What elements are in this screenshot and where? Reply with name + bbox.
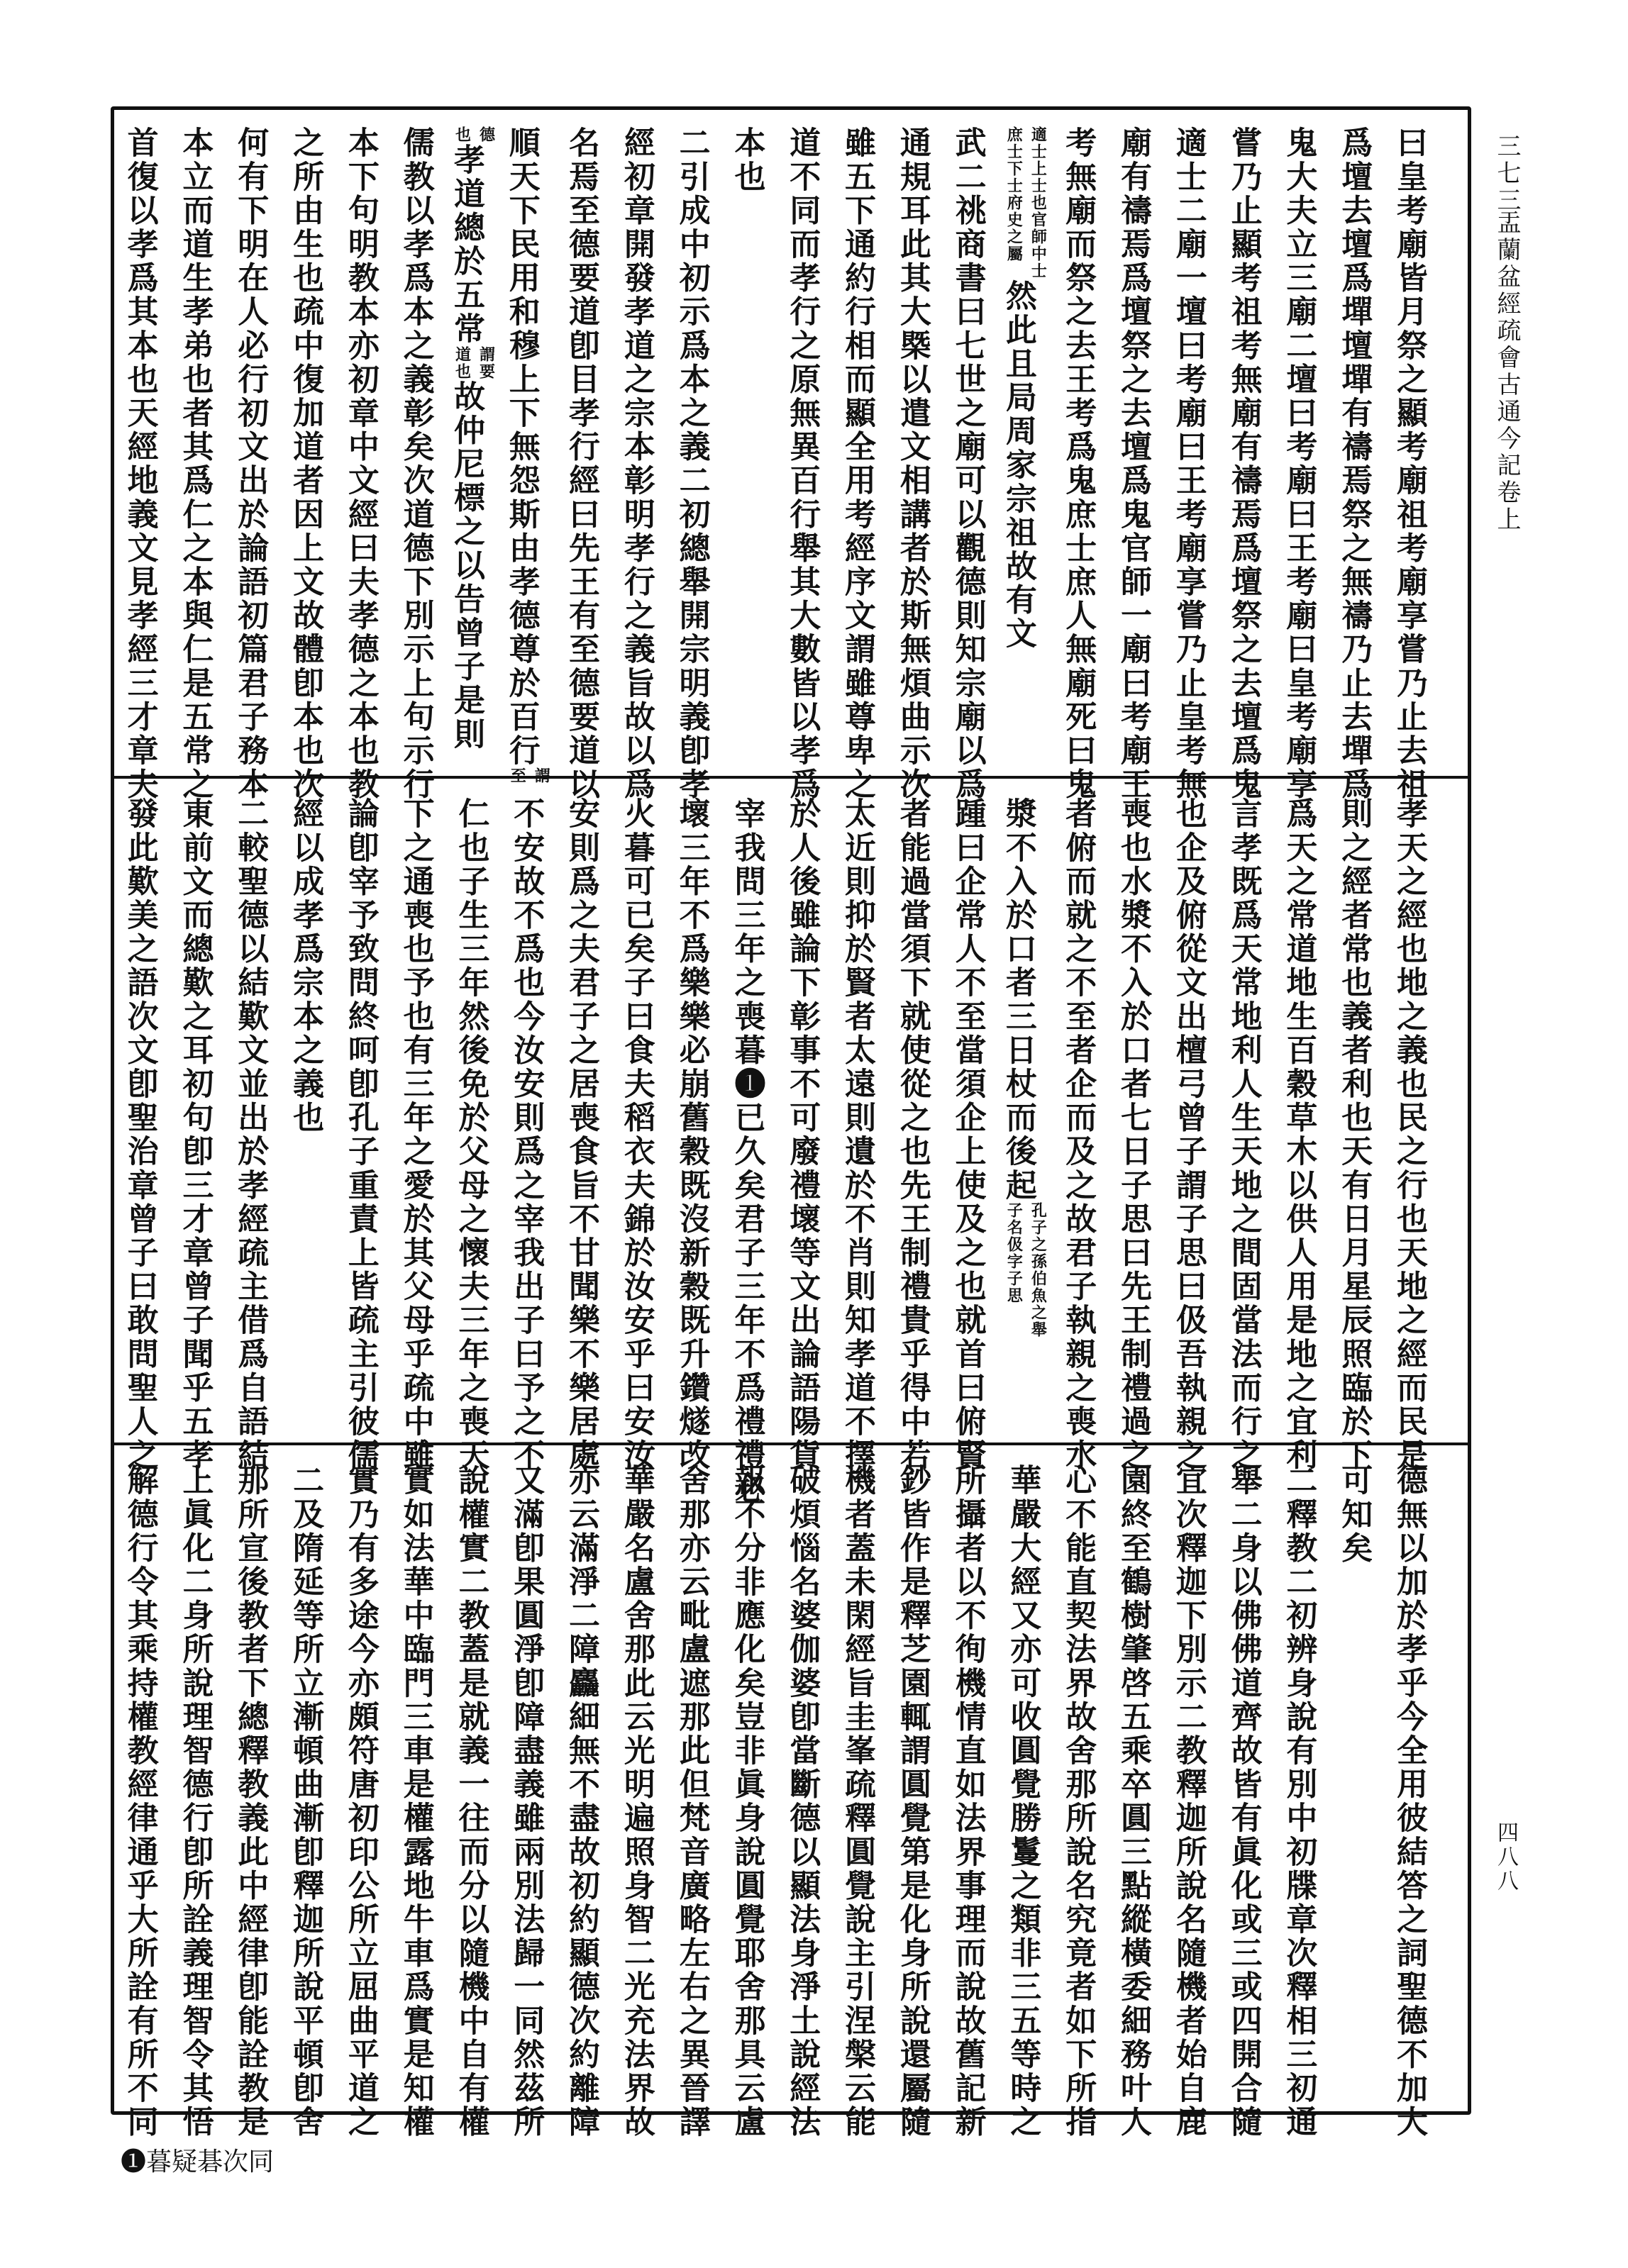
text-run: 二引成中初示爲本之義二初總舉開宗明義卽孝 [673,126,710,801]
note-line: 德 [477,126,496,143]
text-column [112,779,167,1472]
text-run: 實乃有多途今亦頗符唐初印公所立屈曲平道之 [342,1464,379,2139]
text-column [553,779,609,1472]
text-run: 考無廟而祭之去王考爲鬼庶士庶人無廟死曰鬼 [1060,126,1097,801]
text-run: 則之經者常也義者利也天有日月星辰照臨於下 [1336,797,1373,1472]
text-run: 發此歎美之語次文卽聖治章曾子曰敢問聖人之 [121,797,158,1472]
text-column [333,1445,388,2139]
text-column [443,779,499,1472]
page-number-bottom: 四八八 [1493,1821,1518,1894]
text-column [1216,1445,1271,2139]
text-column [1271,108,1327,801]
text-run: 者能過當須下就使從之也先王制禮貴乎得中若 [894,797,931,1472]
text-column [277,779,333,1438]
text-column [1326,108,1381,801]
text-run: 那所宣後教者下總釋教義此中經律卽能詮教是 [232,1464,269,2139]
text-run: 之所由生也疏中復加道者因上文故體卽本也次 [287,126,324,801]
text-run: 首復以孝爲其本也天經地義文見孝經三才章夫 [121,126,158,801]
note-line: 子名伋字子思 [1004,1202,1024,1305]
text-column [1381,108,1436,801]
text-run: 何有下明在人必行初文出於論語初篇君子務本 [232,126,269,801]
text-column [609,1445,664,2139]
text-run: 園終至鶴樹肇啓五乘卒圓三點縱橫委細務叶人 [1115,1464,1152,2139]
page-number-top: 三七三 [1493,133,1521,214]
text-run: 舍那亦云毗盧遮那此但梵音廣略左右之異晉譯 [673,1464,710,2139]
text-column [609,779,664,1472]
text-run: 解德行令其乘持權教經律通乎大所詮有所不同 [121,1464,158,2139]
text-column [167,779,223,1472]
text-run: 經以成孝爲宗本之義也 [287,797,324,1135]
text-run: 於人後雖論下彰事不可廢禮壞等文出論語陽貨 [784,797,821,1472]
text-run: 二及隋延等所立漸頓曲漸卽釋迦所說平頓卽舍 [287,1464,324,2139]
text-run: 喪也水漿不入於口者七日子思曰先王制禮過之 [1115,797,1152,1472]
running-title: 盂蘭盆經疏會古通今記卷上 [1493,210,1521,533]
interlinear-note [450,346,498,380]
text-column [167,1445,223,2139]
note-line: 謂要 [477,345,496,380]
text-register-bottom [113,1445,1465,2139]
text-column [498,779,553,1472]
note-line: 適士上士也官師中士 [1029,126,1048,279]
text-column [995,108,1051,767]
text-column [1105,779,1161,1472]
footnote: ❶暮疑碁次同 [121,2147,275,2177]
text-column [1271,779,1327,1472]
text-column [885,779,940,1472]
text-run: 儒教以孝爲本之義彰矣次道德下別示上句示行 [397,126,434,801]
note-line: 至 [508,767,527,785]
text-run: 說權實二教蓋是就義一往而分以隨機中自有權 [453,1464,489,2139]
text-column [112,108,167,801]
text-run: 然此且局周家宗祖故有文 [999,279,1036,651]
text-run: 本下句明教本亦初章中文經曰夫孝德之本也教 [342,126,379,801]
interlinear-note [450,126,498,143]
text-column [1381,779,1436,1472]
text-run: 鬼大夫立三廟二壇曰考廟曰王考廟曰皇考廟享 [1280,126,1317,801]
text-column [1050,779,1105,1472]
text-column [388,108,443,801]
text-column [167,108,223,801]
text-column [940,779,995,1472]
text-column [1161,779,1216,1472]
text-column [222,1445,277,2139]
text-run: 故仲尼標之以告曾子是則 [448,379,484,752]
text-column [719,1445,775,2139]
text-run: 者俯而就之不至者企而及之故君子執親之喪水 [1060,797,1097,1472]
text-column [774,1445,829,2139]
text-column [498,108,553,785]
text-column [553,1445,609,2139]
text-run: 論卽宰予致問終呵卽孔子重責上皆疏主引彼儒 [342,797,379,1472]
note-line: 謂 [532,767,551,785]
text-run: 二釋教二初辨身說有別中初牒章次釋相三初通 [1280,1464,1317,2139]
text-run: 廟有禱焉爲壇祭之去壇爲鬼官師一廟曰考廟王 [1115,126,1152,801]
text-column [719,108,775,767]
text-column [829,1445,885,2139]
text-column [1050,1445,1105,2139]
text-run: 踵曰企常人不至當須企上使及之也就首曰俯賢 [949,797,986,1472]
text-column [1381,1445,1436,2139]
text-run: 德無以加於孝乎今全用彼結答之詞聖德不加大 [1391,1464,1427,2139]
text-run: 亦云滿淨二障麤細無不盡故初約顯德次約離障 [563,1464,600,2139]
text-column [885,108,940,801]
text-run: 雖五下通約行相而顯全用考經序文謂雖尊卑之 [839,126,876,801]
text-run: 順天下民用和穆上下無怨斯由孝德尊於百行 [503,126,540,768]
text-run: 可知矣 [1336,1464,1373,1565]
text-run: 太近則抑於賢者太遠則遺於不肖則知孝道不擇 [839,797,876,1472]
text-run: 機者蓋未閑經旨圭峯疏釋圓覺說主引涅槃云能 [839,1464,876,2139]
text-run: 宜次釋迦下別示二教釋迦所說名隨機者始自鹿 [1170,1464,1207,2139]
text-run: 東前文而總歎之耳初句卽三才章曾子聞乎五孝 [177,797,214,1472]
text-column [995,779,1051,1438]
text-run: 破煩惱名婆伽婆卽當斷德以顯法身淨土說經法 [784,1464,821,2139]
text-column [333,779,388,1472]
text-run: 嘗乃止顯考祖考無廟有禱焉爲壇祭之去壇爲鬼 [1225,126,1262,801]
text-column [222,779,277,1472]
text-column [829,779,885,1472]
text-column [774,779,829,1472]
interlinear-note [1002,1202,1050,1338]
text-column [443,108,499,767]
text-column [553,108,609,801]
text-column [1326,779,1381,1472]
text-run: 報不分非應化矣豈非眞身說圓覺耶舍那具云盧 [729,1464,765,2139]
note-line: 道也 [453,345,472,380]
note-line: 庶士下士府史之屬 [1004,126,1024,262]
text-run: 華嚴名盧舍那此云光明遍照身智二光充法界故 [618,1464,655,2139]
text-column [664,779,719,1472]
text-run: 武二祧商書曰七世之廟可以觀德則知宗廟以爲 [949,126,986,801]
text-column [719,779,775,1506]
text-run: 上眞化二身所說理智德行卽所詮義理智令其悟 [177,1464,214,2139]
text-run: 華嚴大經又亦可收圓覺勝鬘之類非三五等時之 [1004,1464,1041,2139]
text-column [664,108,719,801]
text-column [112,1445,167,2139]
text-column [388,1445,443,2139]
text-column [885,1445,940,2139]
text-column [829,108,885,801]
text-column [1216,779,1271,1472]
text-run: 孝天之經也地之義也民之行也天地之經而民是 [1391,797,1427,1472]
text-run: 實如法華中臨門三車是權露地牛車爲實是知權 [397,1464,434,2139]
text-column [774,108,829,801]
text-column [609,108,664,801]
text-run: 名焉至德要道卽目孝行經曰先王有至德要道以 [563,126,600,801]
text-run: 二較聖德以結歎文並出於孝經疏主借爲自語結 [232,797,269,1472]
note-line: 孔子之孫伯魚之舉 [1029,1202,1048,1339]
text-run: 舉二身以佛佛道齊故皆有眞化或三或四開合隨 [1225,1464,1262,2139]
note-line: 也 [453,126,472,143]
text-run: 言孝既爲天常地利人生天地之間固當法而行之 [1225,797,1262,1472]
text-column [1105,1445,1161,2139]
text-run: 經初章開發孝道之宗本彰明孝行之義旨故以爲 [618,126,655,801]
text-run: 適士二廟一壇曰考廟曰王考廟享嘗乃止皇考無 [1170,126,1207,801]
text-column [995,1445,1051,2139]
text-register-middle [113,779,1465,1506]
text-column [388,779,443,1472]
text-column [498,1445,553,2139]
text-run: 孝道總於五常 [448,143,484,346]
text-register-top [113,108,1465,801]
text-run: 本立而道生孝弟也者其爲仁之本與仁是五常之 [177,126,214,801]
text-run: 仁也子生三年然後免於父母之懷夫三年之喪天 [453,797,489,1472]
text-run: 心不能直契法界故舍那所說名究竟者如下所指 [1060,1464,1097,2139]
text-column [664,1445,719,2139]
text-run: 安則爲之夫君子之居喪食旨不甘聞樂不樂居處 [563,797,600,1472]
text-column [222,108,277,801]
text-column [1105,108,1161,801]
text-column [1271,1445,1327,2139]
text-run: 爲天之常道地生百穀草木以供人用是地之宜利 [1280,797,1317,1472]
text-column [940,108,995,801]
text-run: 所攝者以不徇機情直如法界事理而說故舊記新 [949,1464,986,2139]
text-column [333,108,388,801]
text-run: 爲壇去壇爲墠壇墠有禱焉祭之無禱乃止去墠爲 [1336,126,1373,801]
text-run: 鈔皆作是釋芝園輒謂圓覺第是化身所說還屬隨 [894,1464,931,2139]
text-run: 道不同而孝行之原無異百行舉其大數皆以孝爲 [784,126,821,801]
text-column [443,1445,499,2139]
text-run: 漿不入於口者三日杖而後起 [999,797,1036,1203]
text-run: 曰皇考廟皆月祭之顯考廟祖考廟享嘗乃止去祖 [1391,126,1427,801]
text-column [1326,1445,1381,2105]
text-column [1161,1445,1216,2139]
text-run: 不安故不爲也今汝安則爲之宰我出子曰予之不 [508,797,545,1472]
text-run: 通規耳此其大槩以遣文相講者於斯無煩曲示次 [894,126,931,801]
text-column [1216,108,1271,801]
text-run: 宰我問三年之喪暮❶已久矣君子三年不爲禮禮必 [729,797,765,1506]
text-run: 下之通喪也予也有三年之愛於其父母乎疏中雖 [397,797,434,1472]
text-column [940,1445,995,2139]
interlinear-note [1002,126,1050,279]
text-run: 火暮可已矣子曰食夫稻衣夫錦於汝安乎曰安汝 [618,797,655,1472]
text-column [1050,108,1105,801]
text-run: 又滿卽果圓淨卽障盡義雖兩別法歸一同然茲所 [508,1464,545,2139]
text-column [277,1445,333,2139]
text-column [1161,108,1216,801]
text-run: 也企及俯從文出檀弓曾子謂子思曰伋吾執親之 [1170,797,1207,1472]
text-run: 本也 [729,126,765,194]
text-run: 壞三年不爲樂樂必崩舊穀既沒新穀既升鑽燧改 [673,797,710,1472]
text-column [277,108,333,801]
